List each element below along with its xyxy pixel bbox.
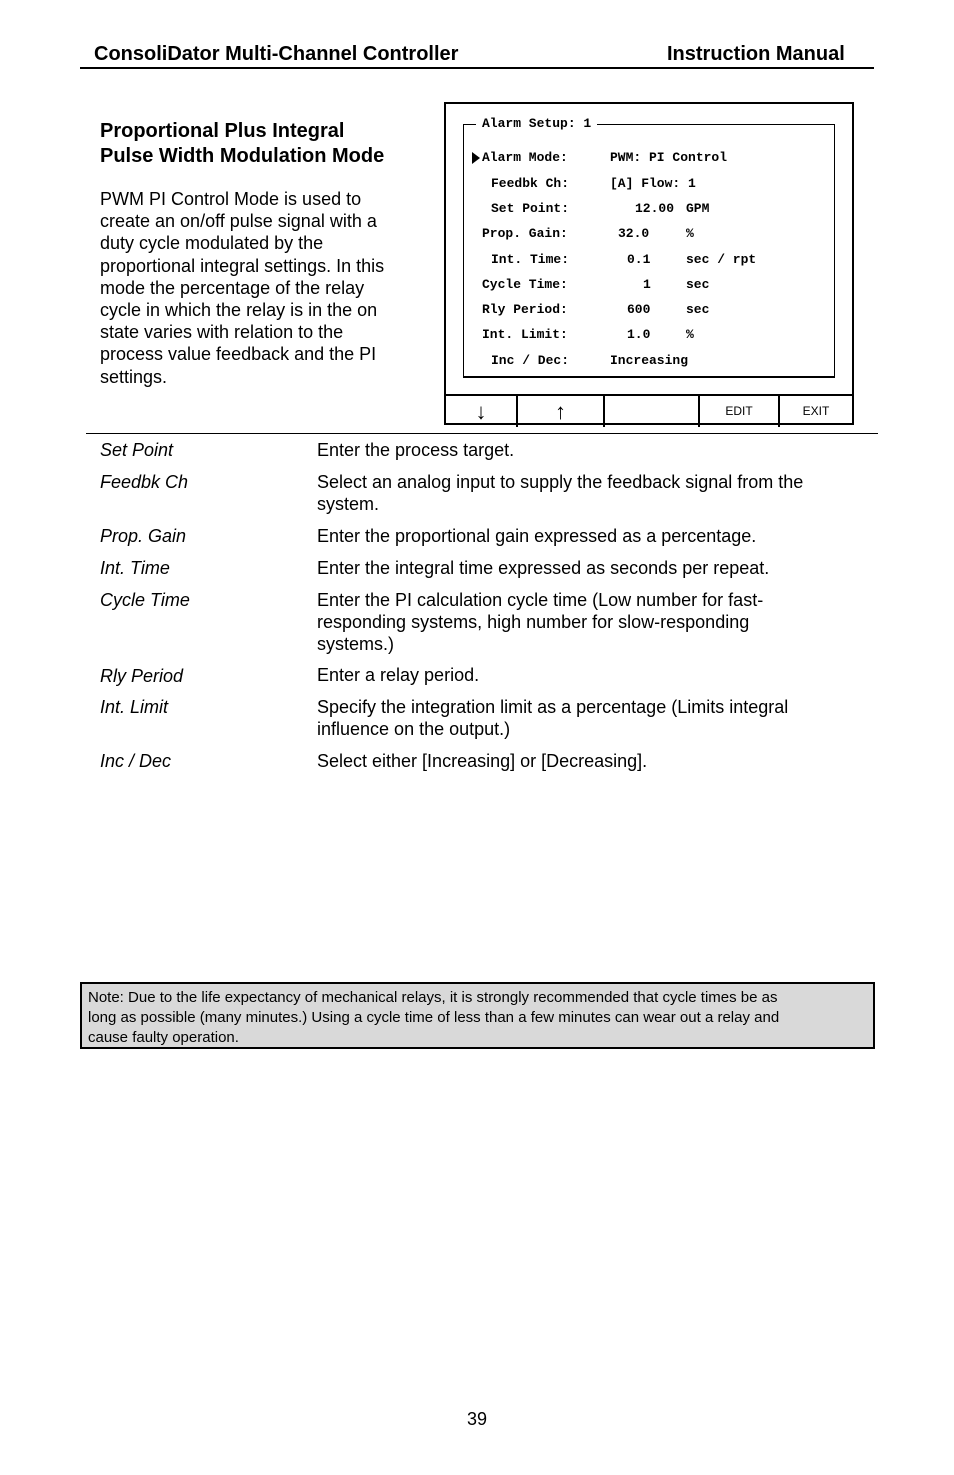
up-arrow-icon: ↑ bbox=[555, 399, 566, 424]
row-value: Increasing bbox=[610, 353, 689, 368]
desc-set-point bbox=[317, 439, 514, 461]
term-set-point: Set Point bbox=[100, 440, 174, 460]
note-line: Note: Due to the life expectancy of mechanical relays, it is strongly recommended that cycle times be as bbox=[88, 989, 778, 1006]
section-body bbox=[100, 188, 430, 388]
desc-feedbk-ch bbox=[317, 471, 803, 515]
row-value: 32.0 bbox=[618, 226, 650, 241]
body-line: PWM PI Control Mode is used to bbox=[100, 189, 362, 209]
body-line: create an on/off pulse signal with a bbox=[100, 211, 377, 232]
term-rly-period: Rly Period bbox=[100, 666, 184, 686]
row-label: Prop. Gain: bbox=[482, 226, 568, 241]
desc-line: Enter a relay period. bbox=[317, 665, 480, 685]
exit-button[interactable]: EXIT bbox=[802, 404, 830, 418]
desc-prop-gain bbox=[317, 525, 756, 547]
screen-row-rly-period[interactable] bbox=[446, 302, 852, 320]
section-title bbox=[100, 119, 430, 169]
header-title: ConsoliDator Multi-Channel Controller bbox=[94, 43, 459, 65]
section-title-line: Pulse Width Modulation Mode bbox=[100, 145, 385, 167]
row-value: 12.00 bbox=[635, 201, 675, 216]
desc-line: Enter the integral time expressed as seconds per repeat. bbox=[317, 558, 770, 578]
screen-row-cycle-time[interactable] bbox=[446, 277, 852, 295]
row-label: Feedbk Ch: bbox=[491, 176, 570, 191]
row-label: Int. Limit: bbox=[482, 327, 568, 342]
row-label: Cycle Time: bbox=[482, 277, 568, 292]
row-label: Rly Period: bbox=[482, 302, 568, 317]
blank-softkey[interactable] bbox=[605, 396, 700, 427]
row-unit: GPM bbox=[686, 201, 710, 216]
screen-row-prop-gain[interactable] bbox=[446, 226, 852, 244]
desc-line: Enter the proportional gain expressed as a percentage. bbox=[317, 526, 757, 546]
term-cycle-time: Cycle Time bbox=[100, 590, 190, 610]
body-line: state varies with relation to the bbox=[100, 322, 344, 343]
note-line: long as possible (many minutes.) Using a cycle time of less than a few minutes can wear out a relay and bbox=[88, 1009, 780, 1026]
term-feedbk-ch: Feedbk Ch bbox=[100, 472, 189, 492]
term-prop-gain: Prop. Gain bbox=[100, 526, 187, 546]
note-line: cause faulty operation. bbox=[88, 1029, 239, 1046]
row-value: PWM: PI Control bbox=[610, 150, 728, 165]
screen-row-set-point[interactable] bbox=[446, 201, 852, 219]
desc-rly-period bbox=[317, 664, 479, 686]
note-box bbox=[80, 982, 875, 1049]
screen-row-feedbk-ch[interactable] bbox=[446, 176, 852, 194]
row-unit: sec / rpt bbox=[686, 252, 757, 267]
desc-int-limit bbox=[317, 696, 788, 740]
screen-row-int-time[interactable] bbox=[446, 252, 852, 270]
screen-title: Alarm Setup: 1 bbox=[476, 116, 597, 131]
edit-button[interactable]: EDIT bbox=[700, 396, 780, 427]
section-title-line: Proportional Plus Integral bbox=[100, 120, 345, 142]
body-line: process value feedback and the PI bbox=[100, 344, 377, 365]
row-unit: sec bbox=[686, 277, 710, 292]
desc-line: Specify the integration limit as a percentage (Limits integral bbox=[317, 697, 789, 717]
desc-line: influence on the output.) bbox=[317, 719, 511, 740]
desc-line: systems.) bbox=[317, 634, 395, 655]
row-unit: sec bbox=[686, 302, 710, 317]
desc-cycle-time bbox=[317, 589, 763, 656]
screen-row-int-limit[interactable] bbox=[446, 327, 852, 345]
row-value: 1.0 bbox=[627, 327, 651, 342]
body-line: proportional integral settings. In this bbox=[100, 255, 385, 276]
row-value: 600 bbox=[627, 302, 651, 317]
desc-line: responding systems, high number for slow-responding bbox=[317, 612, 750, 633]
desc-line: Enter the process target. bbox=[317, 440, 515, 460]
screen-row-alarm-mode[interactable] bbox=[446, 150, 852, 168]
row-label: Alarm Mode: bbox=[482, 150, 568, 165]
header-manual-label: Instruction Manual bbox=[667, 43, 845, 65]
row-label: Inc / Dec: bbox=[491, 353, 570, 368]
desc-inc-dec bbox=[317, 750, 647, 772]
body-line: duty cycle modulated by the bbox=[100, 233, 324, 254]
header-rule bbox=[80, 67, 874, 69]
row-value: 1 bbox=[643, 277, 651, 292]
body-line: settings. bbox=[100, 366, 168, 387]
up-arrow-button[interactable] bbox=[518, 396, 605, 427]
definitions-rule bbox=[86, 433, 878, 434]
row-label: Int. Time: bbox=[491, 252, 570, 267]
row-label: Set Point: bbox=[491, 201, 570, 216]
row-unit: % bbox=[686, 226, 694, 241]
row-value: 0.1 bbox=[627, 252, 651, 267]
desc-line: Select either [Increasing] or [Decreasing]. bbox=[317, 751, 648, 771]
screen-row-inc-dec[interactable] bbox=[446, 353, 852, 371]
softkey-bar bbox=[446, 394, 852, 427]
desc-line: system. bbox=[317, 494, 380, 515]
row-value: [A] Flow: 1 bbox=[610, 176, 696, 191]
controller-screen bbox=[444, 102, 854, 425]
down-arrow-button[interactable] bbox=[446, 396, 518, 427]
down-arrow-icon: ↓ bbox=[475, 399, 487, 424]
desc-line: Select an analog input to supply the feedback signal from the bbox=[317, 472, 804, 492]
body-line: mode the percentage of the relay bbox=[100, 277, 365, 298]
term-inc-dec: Inc / Dec bbox=[100, 751, 172, 771]
term-int-limit: Int. Limit bbox=[100, 697, 169, 717]
desc-line: Enter the PI calculation cycle time (Low number for fast- bbox=[317, 590, 764, 610]
term-int-time: Int. Time bbox=[100, 558, 170, 578]
row-unit: % bbox=[686, 327, 694, 342]
body-line: cycle in which the relay is in the on bbox=[100, 300, 378, 321]
desc-int-time bbox=[317, 557, 769, 579]
page-number: 39 bbox=[466, 1409, 488, 1429]
